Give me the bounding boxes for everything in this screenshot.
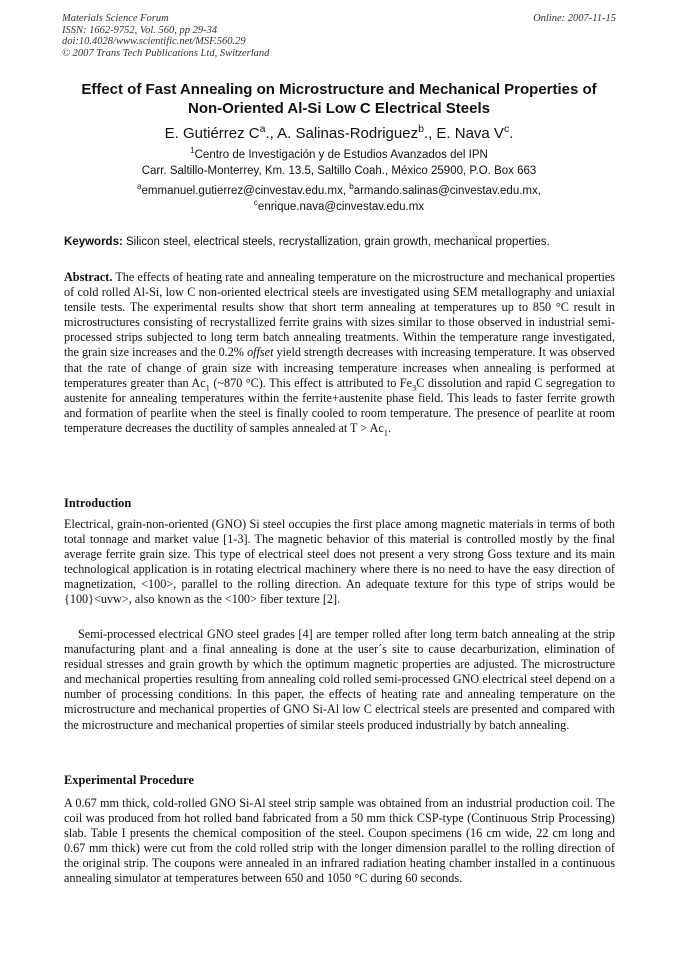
journal-copyright: © 2007 Trans Tech Publications Ltd, Switzerland	[62, 47, 270, 59]
introduction-paragraph-2: Semi-processed electrical GNO steel grades [4] are temper rolled after long term batch annealing at the strip manufacturing plant and a final annealing is done at the user´s site to cause decarburization, elimination of residual stresses and grain growth by which the optimum magnetic properties are adjusted. The microstructure and mechanical properties resulting from annealing cold rolled semi-processed GNO electrical steel depend on a number of processing conditions. In this paper, the effects of heating rate and annealing temperature on the microstructure and mechanical properties of GNO Si-Al low C electrical steels are presented and compared with the microstructure and mechanical properties of similar steels produced industrially by batch annealing.	[64, 627, 615, 732]
abstract-label: Abstract.	[64, 270, 113, 284]
keywords-label: Keywords:	[64, 236, 123, 248]
abstract	[64, 270, 615, 436]
experimental-paragraph-1: A 0.67 mm thick, cold-rolled GNO Si-Al steel strip sample was obtained from an industrial production coil. The coil was produced from hot rolled band fabricated from a 50 mm thick CSP-type (Continuous Strip Processing) slab. Table I presents the chemical composition of the steel. Coupon specimens (16 cm wide, 22 cm long and 0.67 mm thick) were cut from the cold rolled strip with the longer dimension parallel to the rolling direction of the original strip. The coupons were annealed in an infrared radiation heating chamber installed in a continuous annealing simulator at temperatures between 650 and 1050 °C during 60 seconds.	[64, 796, 615, 886]
email-c-link[interactable]: enrique.nava@cinvestav.edu.mx	[257, 201, 425, 213]
keywords	[64, 235, 616, 250]
journal-issn: ISSN: 1662-9752, Vol. 560, pp 29-34	[62, 24, 218, 36]
author-end: .	[509, 125, 514, 142]
author-separator-2: ., E. Nava V	[423, 125, 504, 142]
journal-doi: doi:10.4028/www.scientific.net/MSF.560.29	[62, 36, 246, 48]
title-line-2: Non-Oriented Al-Si Low C Electrical Steels	[187, 100, 490, 117]
keywords-text: Silicon steel, electrical steels, recrystallization, grain growth, mechanical properties.	[122, 236, 550, 248]
email-c-sup: c	[253, 198, 258, 208]
author-list	[40, 124, 638, 143]
author-separator-1: ., A. Salinas-Rodriguez	[265, 125, 419, 142]
email-a-link[interactable]: emmanuel.gutierrez@cinvestav.edu.mx,	[141, 185, 350, 197]
affiliation-sup: 1	[190, 146, 195, 156]
introduction-heading: Introduction	[64, 496, 132, 510]
email-b-sup: b	[349, 182, 354, 192]
introduction-paragraph-1: Electrical, grain-non-oriented (GNO) Si steel occupies the first place among magnetic materials in terms of both total tonnage and market value [1-3]. The magnetic behavior of this material is controlled mostly by the final average ferrite grain size. This type of electrical steel does not present a very strong Goss texture and its main technological application is in rotating electrical machinery where there is no need to have the easy direction of magnetization, <100>, parallel to the rolling direction. An adequate texture for this type of strips would be {100}<uvw>, also known as the <100> fiber texture [2].	[64, 517, 615, 607]
email-b-link[interactable]: armando.salinas@cinvestav.edu.mx,	[353, 185, 541, 197]
paper-title	[40, 80, 638, 118]
title-line-1: Effect of Fast Annealing on Microstructure and Mechanical Properties of	[81, 81, 597, 98]
affiliation-line-2: Carr. Saltillo-Monterrey, Km. 13.5, Saltillo Coah., México 25900, P.O. Box 663	[141, 165, 537, 177]
experimental-heading: Experimental Procedure	[64, 773, 194, 787]
abstract-text-4: C dissolution and rapid C segregation to austenite for annealing temperatures within the ferrite+austenite phase field. This leads to faster ferrite growth and formation of pearlite when the steel is finally cooled to room temperature. The presence of pearlite at room temperature decreases the ductility of samples annealed at T > Ac	[64, 375, 616, 435]
abstract-sub-1: 1	[205, 382, 210, 393]
journal-header	[62, 13, 616, 59]
email-a-sup: a	[137, 182, 142, 192]
author-2-sup: b	[418, 123, 424, 135]
abstract-text-1: The effects of heating rate and annealing temperature on the microstructure and mechanical properties of cold rolled Al-Si, low C non-oriented electrical steels are investigated using SEM metallography and uniaxial tensile tests. The experimental results show that short term annealing at temperatures up to 850 °C result in microstructures consisting of recrystallized ferrite grains with sizes similar to those observed in industrial semi-processed strips subjected to long term batch annealing treatments. Within the temperature range investigated, the grain size increases and the 0.2%	[64, 270, 615, 360]
affiliation	[40, 147, 638, 179]
journal-name: Materials Science Forum	[62, 13, 169, 24]
author-emails	[40, 183, 638, 215]
abstract-text-2: yield strength decreases with increasing temperature. It was observed that the rate of change of grain size with increasing temperature increases when annealing is performed at temperatures greater than Ac	[64, 345, 615, 390]
author-1: E. Gutiérrez C	[164, 125, 260, 142]
author-1-sup: a	[259, 123, 266, 135]
abstract-text-5: .	[388, 420, 392, 435]
online-date: Online: 2007-11-15	[533, 13, 616, 24]
abstract-text-3: (~870 °C). This effect is attributed to Fe	[209, 375, 412, 390]
abstract-sub-2: 3	[412, 382, 417, 393]
author-3-sup: c	[503, 123, 510, 135]
abstract-offset-term: offset	[247, 345, 274, 360]
affiliation-line-1: Centro de Investigación y de Estudios Avanzados del IPN	[194, 149, 488, 161]
abstract-sub-3: 1	[383, 427, 389, 438]
